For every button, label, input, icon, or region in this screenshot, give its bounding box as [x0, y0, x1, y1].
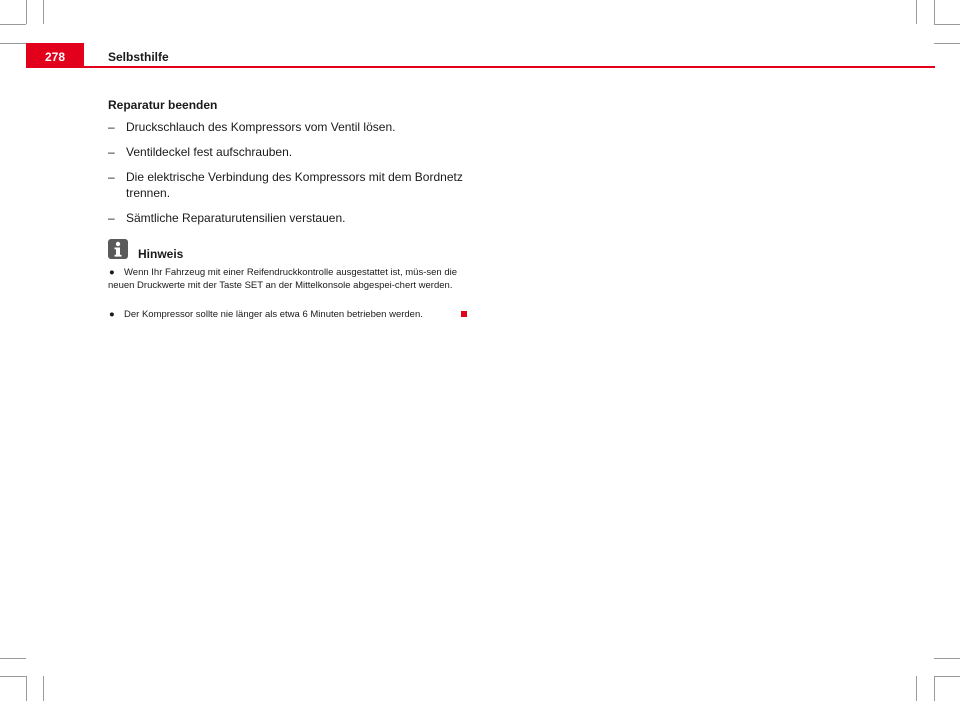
crop-mark — [0, 676, 26, 677]
list-item — [108, 267, 470, 292]
bullet-dot: ● — [109, 267, 115, 278]
page-number: 278 — [44, 50, 66, 64]
step-text: Druckschlauch des Kompressors vom Ventil lösen. — [126, 120, 396, 134]
crop-mark — [916, 676, 917, 701]
crop-mark — [934, 43, 960, 44]
list-item — [108, 144, 478, 160]
note-title: Hinweis — [138, 247, 184, 261]
crop-mark — [934, 24, 960, 25]
list-item — [108, 210, 478, 226]
dash-bullet: – — [108, 145, 115, 159]
step-text: Ventildeckel fest aufschrauben. — [126, 145, 293, 159]
header-rule — [84, 66, 935, 68]
step-text: Die elektrische Verbindung des Kompressors mit dem Bordnetz trennen. — [126, 170, 463, 200]
end-of-section-marker — [461, 311, 467, 317]
info-icon — [108, 239, 128, 259]
list-item — [108, 309, 470, 322]
dash-bullet: – — [108, 120, 115, 134]
crop-mark — [43, 676, 44, 701]
crop-mark — [934, 676, 960, 677]
step-text: Sämtliche Reparaturutensilien verstauen. — [126, 211, 346, 225]
dash-bullet: – — [108, 211, 115, 225]
note-text: Wenn Ihr Fahrzeug mit einer Reifendruckkontrolle ausgestattet ist, müs-sen die neuen Druckwerte mit der Taste SET an der Mittelkonsole abgespei-chert werden. — [108, 267, 458, 291]
crop-mark — [934, 658, 960, 659]
list-item — [108, 119, 478, 135]
crop-mark — [0, 24, 26, 25]
crop-mark — [934, 0, 935, 24]
crop-mark — [26, 0, 27, 24]
crop-mark — [0, 658, 26, 659]
crop-mark — [916, 0, 917, 24]
list-item — [108, 169, 478, 201]
bullet-dot: ● — [109, 309, 115, 320]
crop-mark — [0, 43, 26, 44]
dash-bullet: – — [108, 170, 115, 184]
section-title: Reparatur beenden — [108, 98, 218, 112]
crop-mark — [934, 676, 935, 701]
crop-mark — [43, 0, 44, 24]
crop-mark — [26, 676, 27, 701]
note-text: Der Kompressor sollte nie länger als etwa 6 Minuten betrieben werden. — [124, 309, 423, 320]
running-header: Selbsthilfe — [108, 50, 169, 64]
